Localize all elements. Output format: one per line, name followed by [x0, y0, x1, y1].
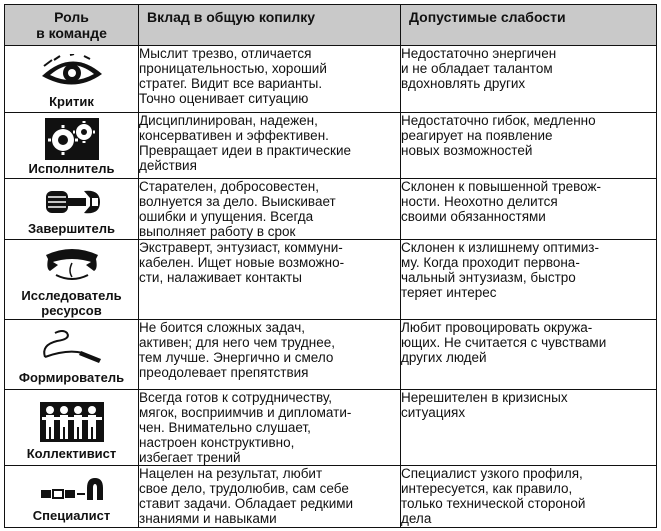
role-cell — [5, 466, 139, 528]
table-row — [5, 113, 657, 179]
role-cell — [5, 46, 139, 113]
table-row — [5, 46, 657, 113]
role-cell — [5, 320, 139, 390]
table-row — [5, 240, 657, 320]
contribution-cell: Старателен, добросовестен, волнуется за дело. Выискивает ошибки и упущения. Всегда выполняет работу в срок — [139, 179, 401, 240]
role-cell — [5, 113, 139, 179]
weakness-cell: Недостаточно гибок, медленно реагирует на появление новых возможностей — [401, 113, 657, 179]
role-name: Критик — [49, 94, 94, 109]
role-name: Коллективист — [26, 446, 117, 461]
weakness-cell: Склонен к излишнему оптимиз- му. Когда проходит первона- чальный энтузиазм, быстро теряет интерес — [401, 240, 657, 320]
header-contribution: Вклад в общую копилку — [139, 5, 401, 46]
eye-icon — [5, 50, 138, 94]
role-cell — [5, 179, 139, 240]
table-row — [5, 320, 657, 390]
contribution-cell: Нацелен на результат, любит свое дело, трудолюбив, сам себе ставит задачи. Обладает редкими знаниями и навыками — [139, 466, 401, 528]
team-roles-table — [4, 4, 657, 528]
table-row — [5, 466, 657, 528]
gears-icon — [5, 117, 138, 161]
contribution-cell: Мыслит трезво, отличается проницательностью, хороший стратег. Видит все варианты. Точно оценивает ситуацию — [139, 46, 401, 113]
header-weakness: Допустимые слабости — [401, 5, 657, 46]
role-name: Формирователь — [18, 370, 125, 385]
role-name: Специалист — [32, 508, 111, 523]
role-name: Исполнитель — [28, 161, 115, 176]
contribution-cell: Всегда готов к сотрудничеству, мягок, восприимчив и дипломати- чен. Внимательно слушает, настроен конструктивно, избегает трений — [139, 390, 401, 466]
role-cell — [5, 390, 139, 466]
magnet-icon — [5, 470, 138, 508]
role-cell — [5, 240, 139, 320]
weakness-cell: Любит провоцировать окружа- ющих. Не считается с чувствами других людей — [401, 320, 657, 390]
weakness-cell: Склонен к повышенной тревож- ности. Неохотно делится своими обязанностями — [401, 179, 657, 240]
contribution-cell: Дисциплинирован, надежен, консервативен и эффективен. Превращает идеи в практические действия — [139, 113, 401, 179]
weakness-cell: Недостаточно энергичен и не обладает талантом вдохновлять других — [401, 46, 657, 113]
table-row — [5, 179, 657, 240]
wrench-fist-icon — [5, 183, 138, 221]
table-row — [5, 390, 657, 466]
contribution-cell: Не боится сложных задач, активен; для него чем труднее, тем лучше. Энергично и смело преодолевает препятствия — [139, 320, 401, 390]
header-row — [5, 5, 657, 46]
weakness-cell: Нерешителен в кризисных ситуациях — [401, 390, 657, 466]
people-chain-icon — [5, 398, 138, 446]
weakness-cell: Специалист узкого профиля, интересуется, как правило, только технической стороной дела — [401, 466, 657, 528]
contribution-cell: Экстраверт, энтузиаст, коммуни- кабелен. Ищет новые возможно- сти, налаживает контакты — [139, 240, 401, 320]
role-name: Завершитель — [27, 221, 116, 236]
header-role: Роль в команде — [5, 5, 139, 46]
telephone-icon — [5, 244, 138, 288]
role-name: Исследователь ресурсов — [21, 288, 122, 318]
whip-icon — [5, 324, 138, 370]
